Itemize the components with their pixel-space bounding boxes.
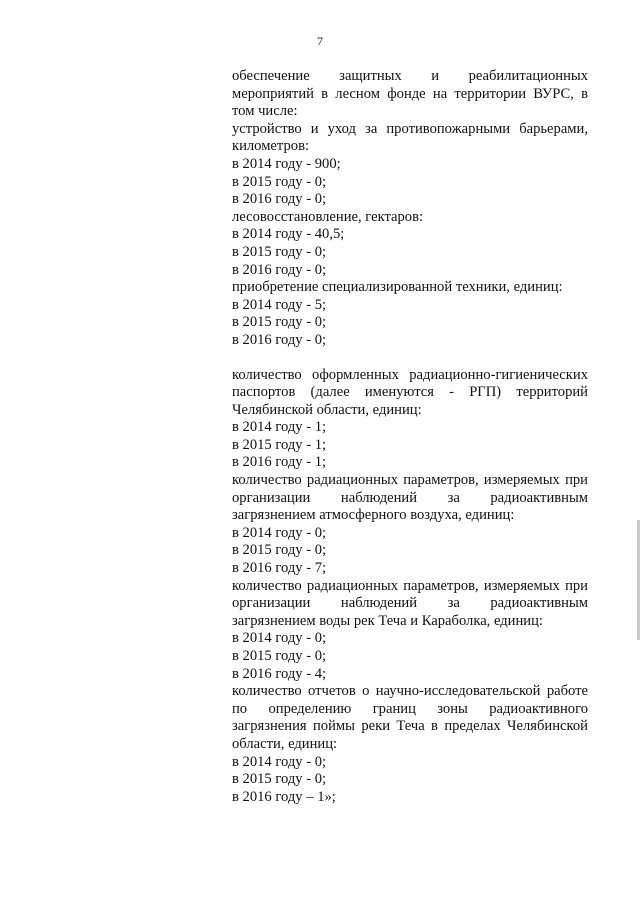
s2-item2-year-2015: в 2015 году - 0; [232, 542, 327, 559]
s1-item2-year-2016: в 2016 году - 0; [232, 261, 327, 278]
document-body [232, 68, 588, 806]
s1-item1-year-2015: в 2015 году - 0; [232, 173, 327, 190]
s2-item1-year-2016: в 2016 году - 1; [232, 454, 327, 471]
s1-item2-year-2014: в 2014 году - 40,5; [232, 226, 345, 243]
page-number: 7 [317, 34, 323, 48]
s2-item3-heading: количество радиационных параметров, измеряемых при организации наблюдений за радиоактивным загрязнением воды рек Теча и Караболка, единиц: [232, 577, 588, 629]
s1-item1-year-2016: в 2016 году - 0; [232, 191, 327, 208]
s2-item3-year-2016: в 2016 году - 4; [232, 665, 327, 682]
s2-item1-heading: количество оформленных радиационно-гигиенических паспортов (далее именуются - РГП) территорий Челябинской области, единиц: [232, 366, 588, 418]
s1-item3-year-2016: в 2016 году - 0; [232, 331, 327, 348]
section1-intro-rest: мероприятий в лесном фонде на территории ВУРС, в том числе: [232, 85, 588, 120]
s1-item2-heading: лесовосстановление, гектаров: [232, 208, 424, 225]
section1-intro-line1: обеспечение защитных и реабилитационных [232, 68, 588, 84]
section-gap [232, 350, 588, 367]
s2-item3-year-2014: в 2014 году - 0; [232, 630, 327, 647]
s1-item1-heading: устройство и уход за противопожарными барьерами, километров: [232, 120, 588, 155]
s2-item1-year-2014: в 2014 году - 1; [232, 419, 327, 436]
s1-item3-heading: приобретение специализированной техники, единиц: [232, 279, 563, 296]
s2-item1-year-2015: в 2015 году - 1; [232, 436, 327, 453]
s2-item4-heading: количество отчетов о научно-исследовательской работе по определению границ зоны радиоактивного загрязнения поймы реки Теча в пределах Челябинской области, единиц: [232, 683, 588, 752]
s2-item2-heading: количество радиационных параметров, измеряемых при организации наблюдений за радиоактивным загрязнением атмосферного воздуха, единиц: [232, 472, 588, 524]
s1-item1-year-2014: в 2014 году - 900; [232, 155, 341, 172]
s2-item2-year-2014: в 2014 году - 0; [232, 524, 327, 541]
s2-item2-year-2016: в 2016 году - 7; [232, 560, 327, 577]
s2-item4-year-2014: в 2014 году - 0; [232, 753, 327, 770]
s1-item3-year-2015: в 2015 году - 0; [232, 314, 327, 331]
s2-item4-year-2016: в 2016 году – 1»; [232, 788, 336, 805]
s1-item2-year-2015: в 2015 году - 0; [232, 243, 327, 260]
s1-item3-year-2014: в 2014 году - 5; [232, 296, 327, 313]
s2-item4-year-2015: в 2015 году - 0; [232, 771, 327, 788]
s2-item3-year-2015: в 2015 году - 0; [232, 648, 327, 664]
